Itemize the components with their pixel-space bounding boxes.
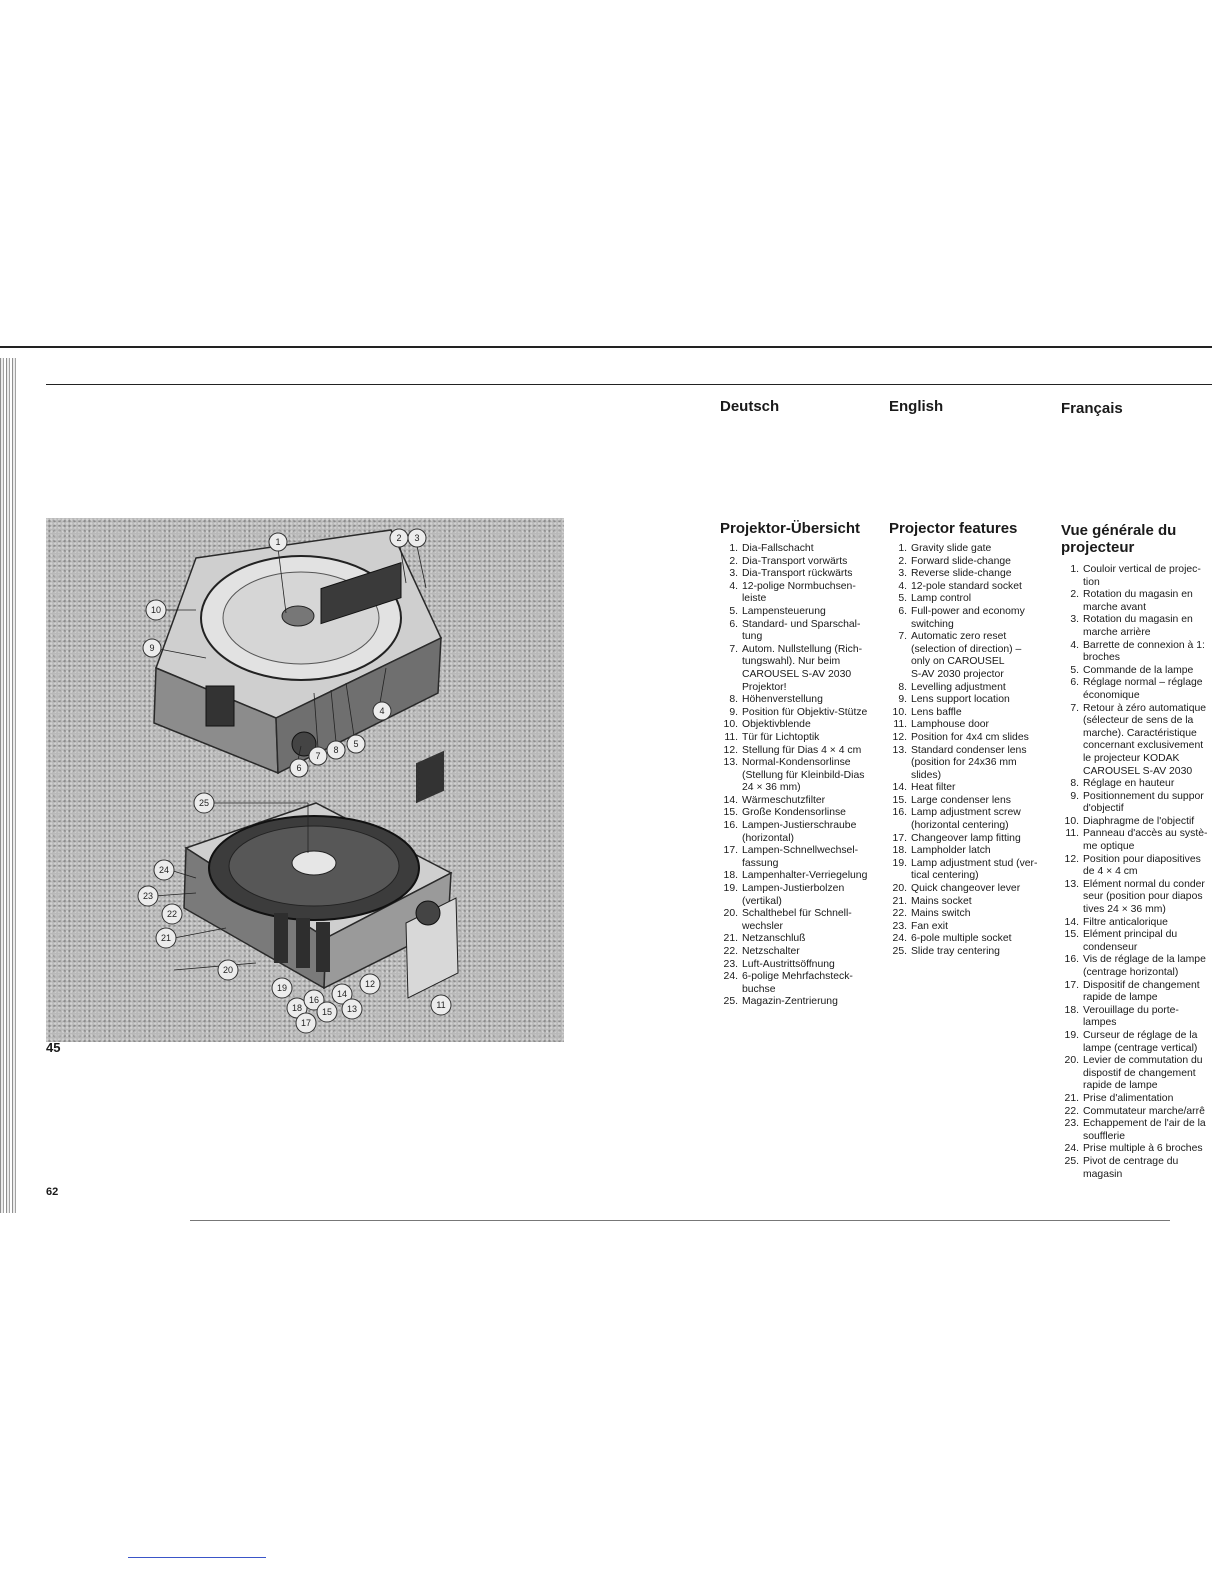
feature-number: 2. (898, 555, 907, 567)
feature-item (1061, 929, 1224, 954)
feature-text: Wärmeschutzfilter (742, 794, 826, 806)
feature-item (720, 644, 885, 694)
callout-16: 16 (308, 995, 320, 1005)
feature-number: 11. (1065, 828, 1079, 840)
feature-text: Dia-Transport rückwärts (742, 568, 853, 580)
feature-item (720, 556, 885, 569)
feature-item (720, 971, 885, 996)
feature-item (1061, 828, 1224, 853)
feature-number: 25. (723, 996, 738, 1008)
feature-item (720, 606, 885, 619)
feature-text: Große Kondensorlinse (742, 807, 846, 819)
feature-text: Vis de réglage de la lampe (centrage horizontal) (1083, 954, 1206, 978)
feature-text: Normal-Kondensorlinse (Stellung für Kleinbild-Dias 24 × 36 mm) (742, 757, 865, 794)
feature-text: Position für Objektiv-Stütze (742, 706, 868, 718)
feature-number: 21. (723, 933, 738, 945)
feature-item (889, 568, 1049, 581)
feature-item (889, 593, 1049, 606)
feature-number: 7. (898, 631, 907, 643)
feature-number: 19. (1064, 1029, 1079, 1041)
feature-number: 4. (729, 580, 738, 592)
feature-number: 1. (729, 543, 738, 554)
callout-25: 25 (198, 798, 210, 808)
feature-number: 2. (1070, 589, 1079, 601)
feature-item (720, 820, 885, 845)
feature-item (889, 807, 1049, 832)
callout-22: 22 (166, 909, 178, 919)
feature-text: Lamp adjustment screw (horizontal centering) (911, 807, 1021, 832)
feature-text: Lamp control (911, 593, 972, 605)
feature-item (720, 543, 885, 556)
feature-number: 16. (892, 807, 907, 819)
feature-number: 15. (1064, 929, 1079, 941)
feature-number: 18. (1064, 1004, 1079, 1016)
feature-text: Levier de commutation du dispostif de changement rapide de lampe (1083, 1055, 1203, 1092)
callout-7: 7 (315, 751, 321, 761)
feature-number: 13. (723, 757, 738, 769)
header-rule (46, 384, 1212, 385)
feature-text: Commande de la lampe (1083, 664, 1194, 676)
callout-15: 15 (321, 1007, 333, 1017)
feature-number: 6. (898, 605, 907, 617)
column-english (889, 520, 1049, 959)
feature-text: Mains socket (911, 895, 972, 907)
feature-item (889, 795, 1049, 808)
feature-item (889, 719, 1049, 732)
callout-2: 2 (396, 533, 402, 543)
feature-number: 25. (892, 946, 907, 957)
feature-number: 18. (892, 845, 907, 857)
feature-text: Autom. Nullstellung (Rich- tungswahl). Nur beim CAROUSEL S-AV 2030 Projektor! (742, 643, 863, 693)
feature-text: Pivot de centrage du magasin (1083, 1155, 1179, 1180)
feature-number: 14. (1064, 916, 1079, 928)
feature-number: 23. (723, 958, 738, 970)
feature-item (720, 883, 885, 908)
feature-item (889, 732, 1049, 745)
feature-number: 7. (729, 643, 738, 655)
feature-number: 9. (898, 694, 907, 706)
callout-17: 17 (300, 1018, 312, 1028)
feature-text: Rotation du magasin en marche avant (1083, 589, 1193, 613)
feature-number: 23. (892, 920, 907, 932)
feature-number: 17. (892, 832, 907, 844)
feature-number: 20. (1064, 1055, 1079, 1067)
feature-item (1061, 854, 1224, 879)
feature-number: 16. (1064, 954, 1079, 966)
feature-text: Lampenhalter-Verriegelung (742, 870, 868, 882)
feature-text: Echappement de l'air de la soufflerie (1083, 1118, 1206, 1142)
heading-deutsch: Projektor-Übersicht (720, 520, 861, 537)
feature-number: 1. (898, 543, 907, 554)
feature-item (889, 745, 1049, 783)
feature-number: 12. (892, 731, 907, 743)
callout-5: 5 (353, 739, 359, 749)
feature-item (889, 543, 1049, 556)
feature-item (889, 946, 1049, 959)
feature-number: 3. (898, 568, 907, 580)
feature-item (720, 707, 885, 720)
feature-number: 19. (892, 857, 907, 869)
feature-text: Positionnement du suppor d'objectif (1083, 790, 1204, 815)
feature-item (1061, 1156, 1224, 1181)
feature-text: Levelling adjustment (911, 681, 1006, 693)
feature-item (1061, 1005, 1224, 1030)
bottom-rule (190, 1220, 1170, 1221)
feature-item (720, 959, 885, 972)
feature-item (1061, 564, 1224, 589)
feature-number: 3. (729, 568, 738, 580)
feature-item (720, 568, 885, 581)
feature-number: 25. (1064, 1155, 1079, 1167)
feature-text: Changeover lamp fitting (911, 832, 1021, 844)
feature-item (889, 921, 1049, 934)
feature-item (889, 908, 1049, 921)
feature-item (720, 719, 885, 732)
feature-item (1061, 1143, 1224, 1156)
feature-item (1061, 1118, 1224, 1143)
feature-number: 19. (723, 883, 738, 895)
feature-text: Verouillage du porte- lampes (1083, 1004, 1179, 1029)
feature-text: Quick changeover lever (911, 883, 1021, 895)
projector-top-view (154, 530, 441, 773)
feature-number: 24. (1064, 1143, 1079, 1155)
feature-item (1061, 1055, 1224, 1093)
feature-number: 23. (1064, 1118, 1079, 1130)
feature-text: Commutateur marche/arrê (1083, 1105, 1205, 1117)
feature-text: Réglage en hauteur (1083, 778, 1175, 790)
feature-item (889, 556, 1049, 569)
language-header-fr: Français (1061, 400, 1123, 417)
feature-number: 12. (1064, 853, 1079, 865)
feature-number: 5. (898, 593, 907, 605)
feature-text: Luft-Austrittsöffnung (742, 958, 835, 970)
feature-number: 20. (723, 908, 738, 920)
callout-13: 13 (346, 1004, 358, 1014)
feature-number: 24. (892, 933, 907, 945)
feature-number: 17. (1064, 979, 1079, 991)
feature-item (889, 933, 1049, 946)
feature-list-deutsch (720, 543, 885, 1009)
feature-item (720, 694, 885, 707)
feature-number: 17. (723, 845, 738, 857)
feature-item (720, 807, 885, 820)
feature-number: 14. (892, 782, 907, 794)
feature-item (1061, 816, 1224, 829)
feature-number: 20. (892, 883, 907, 895)
feature-item (720, 757, 885, 795)
feature-item (1061, 640, 1224, 665)
feature-text: Lamphouse door (911, 719, 989, 731)
feature-number: 14. (723, 794, 738, 806)
feature-number: 8. (1070, 778, 1079, 790)
figure-number: 45 (46, 1040, 61, 1055)
footer-link-line (128, 1557, 266, 1558)
feature-text: Magazin-Zentrierung (742, 996, 838, 1008)
feature-text: Barrette de connexion à 1: broches (1083, 639, 1205, 664)
top-rule (0, 346, 1212, 348)
heading-francais: Vue générale du projecteur (1061, 522, 1177, 556)
feature-number: 16. (723, 820, 738, 832)
feature-number: 6. (729, 618, 738, 630)
feature-item (720, 619, 885, 644)
feature-item (720, 870, 885, 883)
feature-text: Gravity slide gate (911, 543, 992, 554)
projector-drawing (46, 518, 564, 1042)
feature-number: 9. (729, 706, 738, 718)
feature-number: 10. (892, 706, 907, 718)
feature-number: 5. (1070, 664, 1079, 676)
feature-number: 11. (724, 731, 738, 743)
feature-text: Elément normal du conder seur (position pour diapos tives 24 × 36 mm) (1083, 878, 1205, 916)
callout-19: 19 (276, 983, 288, 993)
callout-8: 8 (333, 745, 339, 755)
feature-item (1061, 980, 1224, 1005)
feature-item (889, 833, 1049, 846)
column-deutsch (720, 520, 885, 1009)
feature-list-francais (1061, 564, 1224, 1181)
scan-edge (0, 358, 18, 1213)
feature-number: 1. (1070, 564, 1079, 575)
callout-12: 12 (364, 979, 376, 989)
feature-text: Rotation du magasin en marche arrière (1083, 614, 1193, 638)
feature-number: 13. (1064, 878, 1079, 890)
feature-item (720, 732, 885, 745)
heading-english: Projector features (889, 520, 1018, 537)
feature-number: 9. (1070, 790, 1079, 802)
feature-number: 24. (723, 971, 738, 983)
callout-24: 24 (158, 865, 170, 875)
feature-text: 6-polige Mehrfachsteck- buchse (742, 971, 853, 995)
callout-11: 11 (436, 1000, 446, 1010)
feature-number: 7. (1070, 702, 1079, 714)
feature-list-english (889, 543, 1049, 959)
feature-item (720, 795, 885, 808)
feature-item (889, 581, 1049, 594)
callout-3: 3 (414, 533, 420, 543)
feature-number: 3. (1070, 614, 1079, 626)
feature-text: Automatic zero reset (selection of direction) – only on CAROUSEL S-AV 2030 projector (911, 631, 1022, 680)
feature-item (720, 845, 885, 870)
feature-item (889, 606, 1049, 631)
feature-number: 6. (1070, 677, 1079, 689)
feature-text: Prise multiple à 6 broches (1083, 1143, 1203, 1155)
callout-18: 18 (291, 1003, 303, 1013)
feature-item (1061, 665, 1224, 678)
callout-23: 23 (142, 891, 154, 901)
feature-item (720, 996, 885, 1009)
feature-item (1061, 1106, 1224, 1119)
feature-text: Stellung für Dias 4 × 4 cm (742, 744, 862, 756)
feature-text: Fan exit (911, 920, 948, 932)
column-francais (1061, 522, 1224, 1181)
feature-number: 21. (1064, 1092, 1079, 1104)
feature-text: Lampensteuerung (742, 605, 826, 617)
feature-item (720, 908, 885, 933)
feature-text: 6-pole multiple socket (911, 933, 1012, 945)
feature-text: Standard condenser lens (position for 24x36 mm slides) (911, 744, 1027, 781)
feature-text: Dia-Transport vorwärts (742, 555, 848, 567)
feature-text: Mains switch (911, 908, 971, 920)
callout-9: 9 (149, 643, 155, 653)
feature-text: 12-polige Normbuchsen- leiste (742, 580, 856, 605)
language-header-en: English (889, 398, 944, 415)
feature-text: Position pour diapositives de 4 × 4 cm (1083, 853, 1201, 878)
callout-10: 10 (150, 605, 162, 615)
feature-item (1061, 879, 1224, 917)
projector-illustration (46, 518, 564, 1042)
feature-number: 8. (898, 681, 907, 693)
feature-text: Netzanschluß (742, 933, 806, 945)
feature-item (1061, 954, 1224, 979)
feature-item (1061, 703, 1224, 779)
feature-text: Dispositif de changement rapide de lampe (1083, 979, 1200, 1004)
language-header-de: Deutsch (720, 398, 780, 415)
feature-item (889, 631, 1049, 681)
feature-number: 15. (892, 794, 907, 806)
feature-text: Lens baffle (911, 706, 962, 718)
feature-text: Filtre anticalorique (1083, 916, 1168, 928)
feature-number: 4. (898, 580, 907, 592)
feature-text: Position for 4x4 cm slides (911, 731, 1029, 743)
feature-item (889, 707, 1049, 720)
page-number: 62 (46, 1186, 59, 1198)
feature-text: Schalthebel für Schnell- wechsler (742, 908, 852, 932)
callout-1: 1 (275, 537, 281, 547)
callout-6: 6 (296, 763, 302, 773)
feature-text: Objektivblende (742, 719, 811, 731)
feature-number: 22. (723, 946, 738, 957)
feature-text: Retour à zéro automatique (sélecteur de sens de la marche). Caractéristique concernant exclusivement le projecteur KODAK CAROUSEL S-AV 2030 (1083, 702, 1207, 777)
feature-number: 13. (892, 744, 907, 756)
callout-14: 14 (336, 989, 348, 999)
feature-text: Diaphragme de l'objectif (1083, 815, 1195, 827)
feature-text: Prise d'alimentation (1083, 1092, 1174, 1104)
feature-text: Forward slide-change (911, 555, 1011, 567)
callout-4: 4 (379, 706, 385, 716)
feature-text: Lamp adjustment stud (ver- tical centering) (911, 857, 1038, 882)
feature-item (889, 858, 1049, 883)
feature-number: 10. (723, 719, 738, 731)
feature-item (889, 845, 1049, 858)
feature-text: Slide tray centering (911, 946, 1000, 957)
feature-text: Höhenverstellung (742, 694, 823, 706)
feature-item (720, 581, 885, 606)
feature-number: 11. (893, 719, 907, 731)
feature-text: Heat filter (911, 782, 956, 794)
feature-text: Full-power and economy switching (911, 605, 1025, 630)
feature-item (720, 745, 885, 758)
feature-text: Lens support location (911, 694, 1010, 706)
feature-number: 12. (723, 744, 738, 756)
feature-number: 22. (1064, 1105, 1079, 1117)
feature-item (1061, 791, 1224, 816)
feature-item (889, 782, 1049, 795)
feature-item (1061, 614, 1224, 639)
feature-item (1061, 677, 1224, 702)
feature-item (1061, 778, 1224, 791)
feature-text: Lampen-Justierbolzen (vertikal) (742, 883, 845, 907)
feature-number: 22. (892, 908, 907, 920)
feature-number: 15. (723, 807, 738, 819)
feature-number: 21. (892, 895, 907, 907)
feature-text: Dia-Fallschacht (742, 543, 814, 554)
feature-text: 12-pole standard socket (911, 580, 1022, 592)
feature-text: Couloir vertical de projec- tion (1083, 564, 1201, 588)
feature-text: Standard- und Sparschal- tung (742, 618, 861, 643)
feature-item (1061, 1030, 1224, 1055)
feature-text: Netzschalter (742, 946, 800, 957)
feature-number: 10. (1064, 815, 1079, 827)
feature-text: Tür für Lichtoptik (742, 731, 820, 743)
feature-text: Lampen-Schnellwechsel- fassung (742, 845, 859, 869)
feature-number: 8. (729, 694, 738, 706)
feature-text: Lampholder latch (911, 845, 991, 857)
feature-text: Panneau d'accès au systè- me optique (1083, 828, 1208, 853)
feature-item (889, 682, 1049, 695)
feature-item (1061, 589, 1224, 614)
feature-item (889, 883, 1049, 896)
feature-number: 4. (1070, 639, 1079, 651)
feature-item (1061, 1093, 1224, 1106)
feature-text: Large condenser lens (911, 794, 1011, 806)
feature-item (720, 933, 885, 946)
feature-text: Elément principal du condenseur (1083, 929, 1178, 953)
callout-20: 20 (222, 965, 234, 975)
feature-item (889, 694, 1049, 707)
feature-item (1061, 917, 1224, 930)
feature-text: Reverse slide-change (911, 568, 1012, 580)
feature-text: Curseur de réglage de la lampe (centrage vertical) (1083, 1029, 1198, 1054)
feature-number: 18. (723, 870, 738, 882)
feature-text: Lampen-Justierschraube (horizontal) (742, 820, 857, 844)
feature-number: 2. (729, 555, 738, 567)
callout-21: 21 (160, 933, 172, 943)
feature-number: 5. (729, 605, 738, 617)
feature-item (889, 896, 1049, 909)
feature-text: Réglage normal – réglage économique (1083, 677, 1203, 701)
feature-item (720, 946, 885, 959)
